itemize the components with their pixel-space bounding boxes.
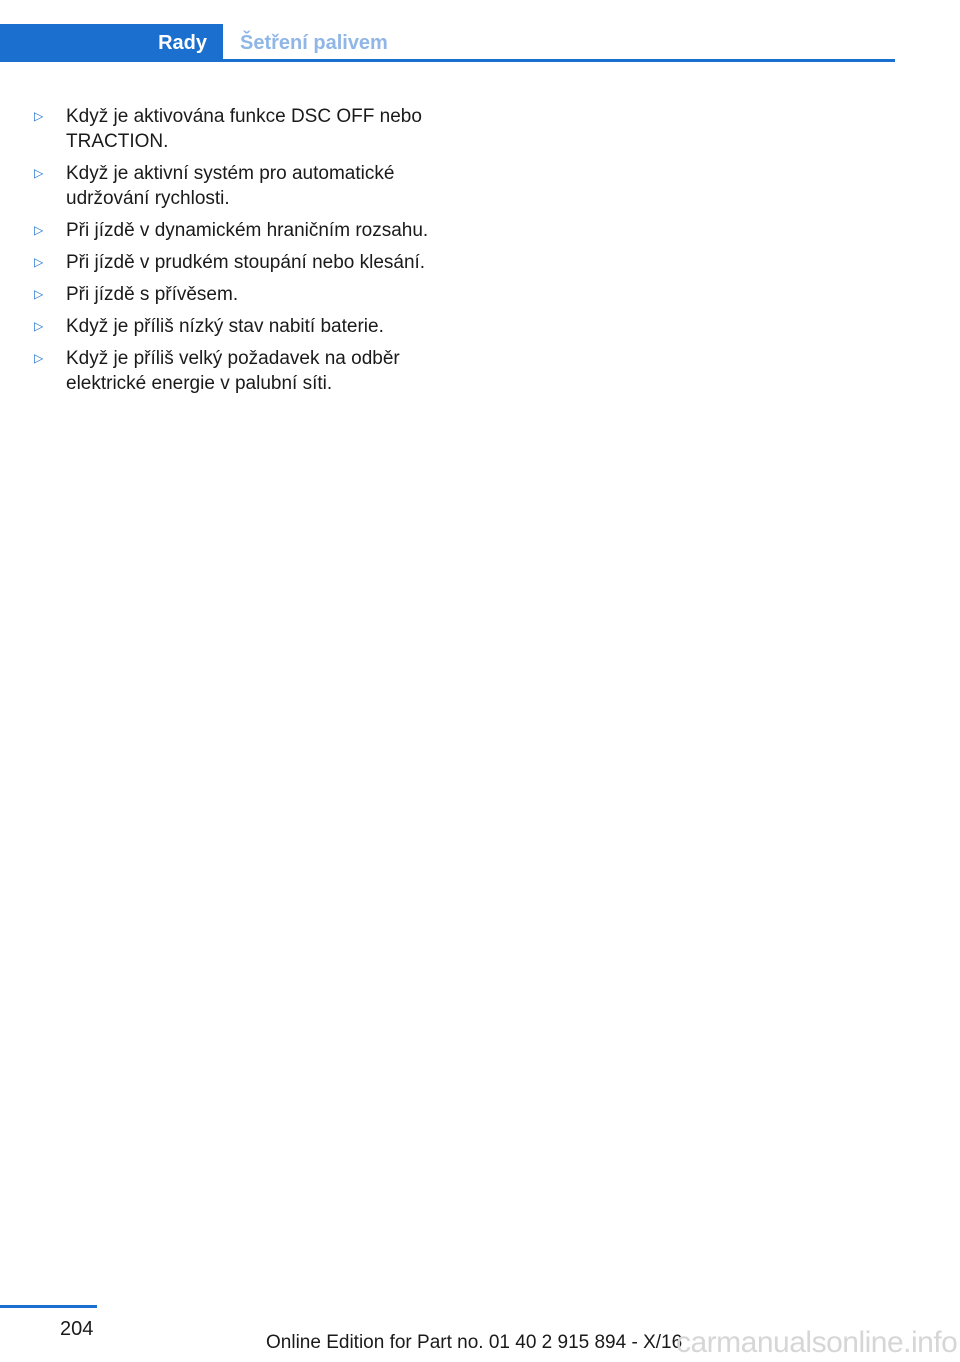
bullet-text: Při jízdě v prudkém stoupání nebo klesání.: [66, 252, 426, 273]
list-item: [34, 218, 454, 243]
page-header: [0, 24, 895, 62]
triangle-bullet-icon: ▷: [34, 319, 44, 333]
edition-info: Online Edition for Part no. 01 40 2 915 894 - X/16: [266, 1332, 683, 1353]
triangle-bullet-icon: ▷: [34, 223, 44, 237]
list-item: [34, 346, 454, 396]
bullet-text: Při jízdě s přívěsem.: [66, 284, 239, 305]
list-item: [34, 104, 454, 154]
bullet-text: Když je aktivována funkce DSC OFF nebo TRACTION.: [66, 106, 422, 152]
page-number: 204: [60, 1318, 94, 1340]
bullet-text: Když je příliš nízký stav nabití baterie.: [66, 316, 384, 337]
list-item: [34, 314, 454, 339]
chapter-title: Rady: [158, 32, 207, 54]
triangle-bullet-icon: ▷: [34, 109, 44, 123]
watermark[interactable]: carmanualsonline.info: [676, 1326, 958, 1359]
list-item: [34, 250, 454, 275]
triangle-bullet-icon: ▷: [34, 351, 44, 365]
triangle-bullet-icon: ▷: [34, 255, 44, 269]
section-title[interactable]: Šetření palivem: [240, 32, 388, 54]
bullet-list: [34, 104, 454, 403]
chapter-tab[interactable]: [0, 24, 223, 62]
bullet-text: Když je příliš velký požadavek na odběr elektrické energie v palubní síti.: [66, 348, 400, 394]
header-divider: [223, 59, 895, 62]
list-item: [34, 282, 454, 307]
bullet-text: Při jízdě v dynamickém hraničním rozsahu.: [66, 220, 429, 241]
triangle-bullet-icon: ▷: [34, 287, 44, 301]
footer-divider: [0, 1305, 97, 1308]
list-item: [34, 161, 454, 211]
bullet-text: Když je aktivní systém pro automatické udržování rychlosti.: [66, 163, 395, 209]
triangle-bullet-icon: ▷: [34, 166, 44, 180]
